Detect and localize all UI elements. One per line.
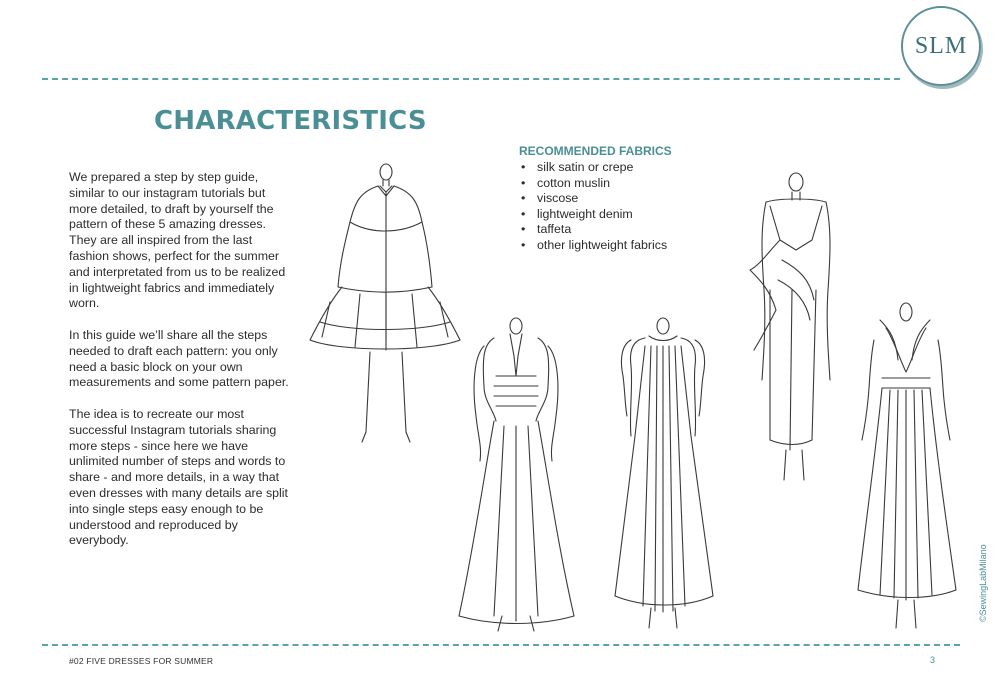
bottom-divider [42, 644, 960, 646]
cape-dress-sketch [300, 162, 470, 447]
paragraph: The idea is to recreate our most successful Instagram tutorials sharing more steps - since here we have unlimited number of steps and words to share - and more details, in a way that even dresses with many details are split into single steps easy enough to be understood and reproduced by everybody. [69, 406, 289, 548]
top-divider [42, 78, 900, 80]
page-number: 3 [930, 655, 936, 665]
list-item: • viscose [519, 191, 672, 207]
crossover-pleated-dress-sketch [850, 300, 965, 632]
page-title: CHARACTERISTICS [154, 106, 427, 136]
list-item: • other lightweight fabrics [519, 238, 672, 254]
list-item: • cotton muslin [519, 176, 672, 192]
list-item: • lightweight denim [519, 207, 672, 223]
credit-text: ©SewingLabMilano [978, 544, 988, 622]
intro-text [69, 170, 294, 565]
paragraph: We prepared a step by step guide, similar to our instagram tutorials but more detailed, to draft by yourself the pattern of these 5 amazing dresses. They are all inspired from the last fashion shows, perfect for the summer and interpretated from us to be realized in lightweight fabrics and immediately worn. [69, 170, 286, 311]
fabrics-list [519, 160, 672, 254]
logo-text: SLM [914, 32, 968, 59]
list-item: • taffeta [519, 222, 672, 238]
paragraph: In this guide we’ll share all the steps needed to draft each pattern: you only need a basic block on your own measurements and some pattern paper. [69, 327, 289, 390]
pleated-puff-sleeve-dress-sketch [595, 316, 735, 636]
fabrics-heading: RECOMMENDED FABRICS [519, 144, 672, 158]
footer-title: #02 FIVE DRESSES FOR SUMMER [69, 656, 214, 666]
recommended-fabrics [519, 144, 672, 254]
ruffle-drape-dress-sketch [730, 170, 850, 490]
list-item: • silk satin or crepe [519, 160, 672, 176]
slm-logo [901, 6, 981, 86]
halter-tie-dress-sketch [454, 316, 579, 636]
